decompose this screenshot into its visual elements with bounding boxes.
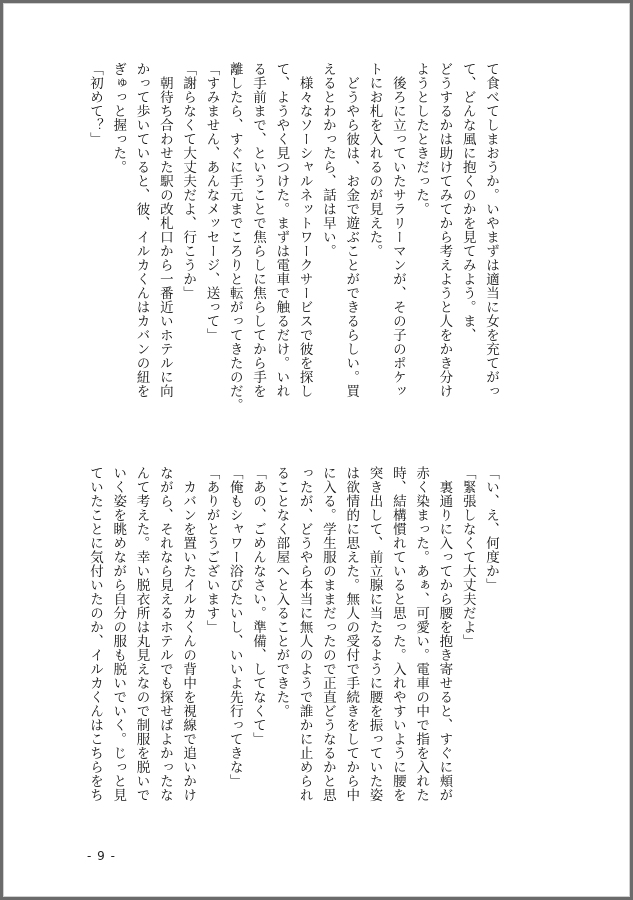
text-line: んて考えた。幸い脱衣所は丸見えなので制服を脱いで: [133, 466, 150, 802]
text-line: 「俺もシャワー浴びたいし、いいよ先行ってきな」: [226, 466, 243, 788]
text-line: ることなく部屋へと入ることができた。: [273, 466, 290, 718]
text-line: ながら、それなら見えるホテルでも探せばよかったな: [156, 466, 173, 802]
text-line: は欲情的に思えた。無人の受付で手続きをしてから中: [343, 466, 360, 802]
text-line: 「あの、ごめんなさい。準備、してなくて」: [250, 466, 267, 746]
text-line: 時、結構慣れていると思った。入れやすいように腰を: [389, 466, 406, 802]
text-line: 突き出して、前立腺に当たるように腰を振っていた姿: [366, 466, 383, 802]
text-line: トにお札を入れるのが見えた。: [366, 62, 383, 258]
text-line: 離したら、すぐに手元までころりと転がってきたのだ。: [226, 62, 243, 412]
text-block-top: [86, 62, 502, 442]
text-line: ぎゅっと握った。: [110, 62, 127, 174]
text-line: 「初めて？」: [86, 62, 103, 146]
text-line: 「すみません、あんなメッセージ、送って」: [203, 62, 220, 342]
text-line: 朝待ち合わせた駅の改札口から一番近いホテルに向: [156, 62, 173, 398]
text-line: 「い、え、何度か」: [483, 466, 499, 592]
text-line: かって歩いていると、彼、イルカくんはカバンの紐を: [133, 62, 150, 398]
text-line: ようとしたときだった。: [413, 62, 430, 216]
text-line: に入る。学生服のままだったので正直どうなるかと思: [319, 466, 336, 802]
text-line: どうやら彼は、お金で遊ぶことができるらしい。買: [343, 62, 360, 398]
text-line: 裏通りに入ってから腰を抱き寄せると、すぐに頬が: [436, 466, 453, 802]
page-number: - 9 -: [87, 849, 116, 863]
text-line: ていたことに気付いたのか、イルカくんはこちらをち: [86, 466, 103, 802]
text-line: 「謝らなくて大丈夫だよ、行こうか」: [180, 62, 197, 300]
text-line: 「ありがとうございます」: [203, 466, 220, 634]
text-line: いく姿を眺めながら自分の服も脱いでいく。じっと見: [110, 466, 127, 802]
text-line: 後ろに立っていたサラリーマンが、その子のポケッ: [389, 62, 406, 398]
text-line: えるとわかったら、話は早い。: [319, 62, 336, 258]
text-block-bottom: [86, 466, 502, 846]
text-line: て食べてしまおうか。いやまずは適当に女を充てがっ: [483, 62, 499, 398]
text-line: カバンを置いたイルカくんの背中を視線で追いかけ: [180, 466, 197, 802]
book-page: [3, 3, 630, 897]
text-line: どうするかは助けてみてから考えようと人をかき分け: [436, 62, 453, 398]
text-line: て、ようやく見つけた。まずは電車で触るだけ。いれ: [273, 62, 290, 398]
text-line: て、どんな風に抱くのかを見てみよう。ま、: [459, 62, 476, 342]
text-line: 赤く染まった。あぁ、可愛い。電車の中で指を入れた: [413, 466, 430, 802]
text-line: 様々なソーシャルネットワークサービスで彼を探し: [296, 62, 313, 398]
text-line: ったが、どうやら本当に無人のようで誰かに止められ: [296, 466, 313, 802]
text-line: る手前まで、ということで焦らしに焦らしてから手を: [250, 62, 267, 398]
text-line: 「緊張しなくて大丈夫だよ」: [459, 466, 476, 648]
